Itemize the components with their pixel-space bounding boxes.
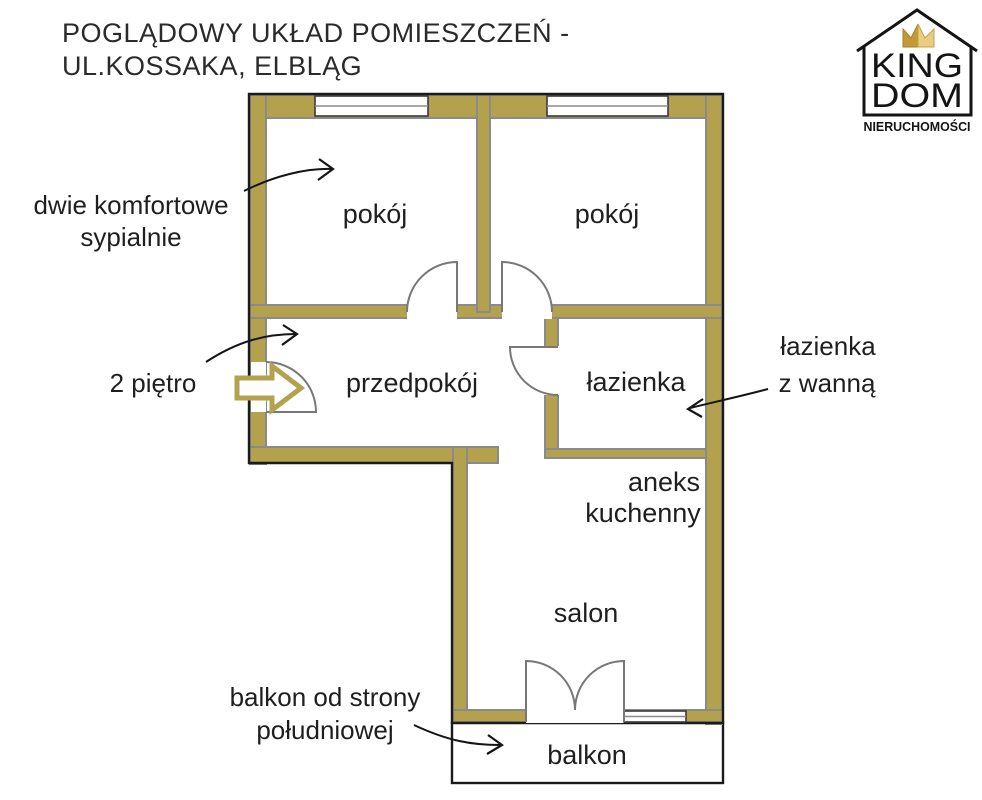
arrowhead-bathroom-icon [688, 399, 703, 417]
logo-dom-text: DOM [871, 77, 963, 115]
window-living-room [624, 711, 686, 722]
bedroom-left-door-opening [407, 304, 457, 319]
logo-king-text: KING [871, 47, 963, 85]
wall-right [706, 95, 722, 724]
crown-icon [918, 24, 934, 47]
room-label-balcony: balkon [547, 740, 627, 770]
entry-arrow-icon [237, 366, 301, 410]
annotation-bathroom-line2: z wanną [778, 368, 876, 398]
window-bedroom-right [547, 96, 668, 116]
room-label-bathroom: łazienka [586, 367, 686, 397]
room-label-kitchenette-line1: aneks [627, 467, 701, 497]
annotation-bedrooms-line2: sypialnie [80, 222, 182, 252]
floor-plan [237, 94, 723, 783]
room-label-kitchenette-line2: kuchenny [585, 498, 701, 528]
annotation-floor: 2 piętro [109, 368, 197, 398]
wall-living-left [453, 447, 467, 722]
wall-bathroom-bottom [545, 449, 706, 458]
bathroom-door-opening [544, 346, 559, 395]
bedroom-right-door-opening [502, 304, 552, 319]
annotation-bathroom-line1: łazienka [780, 331, 876, 361]
page-title-line2: UL.KOSSAKA, ELBLĄG [62, 51, 363, 81]
window-bedroom-left [315, 96, 428, 116]
page-title-line1: POGLĄDOWY UKŁAD POMIESZCZEŃ - [62, 18, 570, 48]
agency-logo [857, 10, 977, 134]
logo-subtitle: NIERUCHOMOŚCI [863, 119, 971, 134]
crown-icon [903, 24, 918, 47]
balcony-door-opening [526, 709, 624, 723]
arrow-to-bathroom-icon [690, 389, 768, 408]
room-label-bedroom-left: pokój [342, 199, 408, 229]
annotation-balcony-line1: balkon od strony [229, 682, 421, 712]
room-label-hallway: przedpokój [345, 368, 479, 398]
room-label-bedroom-right: pokój [574, 199, 640, 229]
annotation-balcony-line2: południowej [256, 715, 394, 745]
room-label-living-room: salon [553, 598, 619, 628]
wall-bedroom-divider [477, 95, 490, 312]
annotation-bedrooms-line1: dwie komfortowe [33, 190, 229, 220]
